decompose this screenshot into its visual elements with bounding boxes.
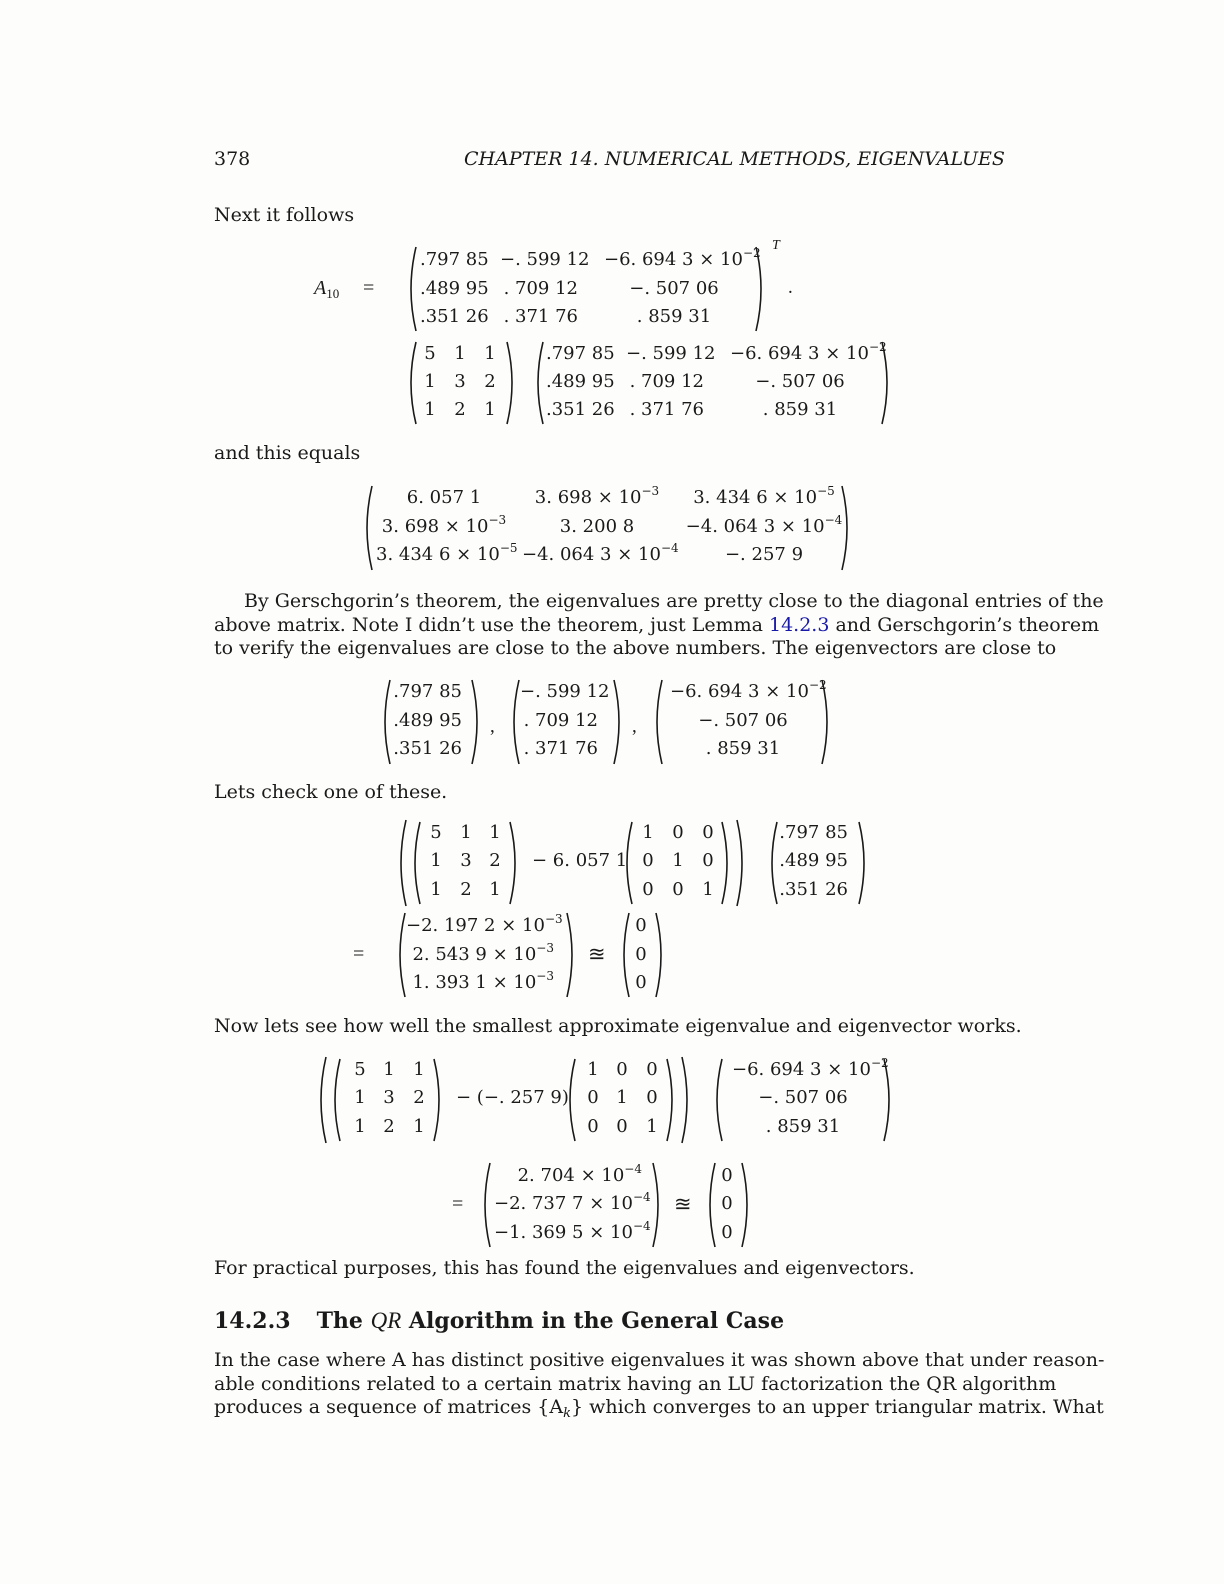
vector-entry: 0 (721, 1222, 733, 1243)
paren-right (432, 1057, 446, 1143)
equals-sign: = (353, 943, 365, 965)
vector-entry: 1. 393 $1 \times 10^{-3}$ (412, 969, 554, 993)
matrix-entry: 1 (489, 879, 501, 900)
page-number: 378 (214, 148, 251, 170)
matrix-entry: 1 (460, 822, 472, 843)
vector-entry: .489 95 (393, 710, 462, 731)
matrix-entry: .489 95 (546, 371, 615, 392)
paren-left (393, 911, 407, 999)
vector-entry: . 859 31 (705, 738, 781, 759)
vector-entry: .797 85 (779, 822, 848, 843)
paragraph-line: above matrix. Note I didn’t use the theorem, just Lemma 14.2.3 and Gerschgorin’s theorem (214, 614, 1100, 636)
matrix-entry: 3. $698 \times 10^{-3}$ (381, 513, 507, 537)
comma: , (632, 716, 637, 737)
paren-left (563, 1057, 577, 1143)
dot: . (788, 277, 793, 298)
matrix-entry: 3. 200 8 (559, 516, 635, 537)
vector-entry: . 859 31 (765, 1116, 841, 1137)
approx-sign: ≊ (674, 1192, 692, 1216)
matrix-entry: . 709 12 (629, 371, 704, 392)
matrix-entry: 1 (702, 879, 714, 900)
vector-entry: −. 599 12 (520, 681, 610, 702)
matrix-entry: −. 599 12 (626, 343, 716, 364)
vector-entry: . 371 76 (523, 738, 598, 759)
matrix-entry: 5 (430, 822, 442, 843)
matrix-entry: 1 (413, 1116, 425, 1137)
paren-left (408, 820, 422, 906)
paren-left (404, 245, 418, 333)
paren-left (478, 1161, 492, 1249)
matrix-entry: .489 95 (420, 278, 489, 299)
matrix-entry: 1 (383, 1059, 395, 1080)
matrix-entry: 3 (454, 371, 466, 392)
matrix-entry: . 709 12 (503, 278, 578, 299)
matrix-entry: 3. $698 \times 10^{-3}$ (534, 484, 660, 508)
paren-left (703, 1161, 717, 1249)
matrix-entry: 1 (424, 371, 436, 392)
matrix-entry: 1 (484, 343, 496, 364)
paren-left (617, 911, 631, 999)
matrix-entry: 1 (646, 1116, 658, 1137)
paren-left (531, 340, 545, 426)
paren-right (680, 1055, 694, 1145)
matrix-entry: 0 (702, 850, 714, 871)
matrix-entry: 1 (484, 399, 496, 420)
vector-entry: 0 (635, 915, 647, 936)
matrix-entry: 1 (489, 822, 501, 843)
matrix-entry: 0 (672, 879, 684, 900)
matrix-entry: 0 (672, 822, 684, 843)
vector-entry: .351 26 (779, 879, 848, 900)
matrix-entry: −. 507 06 (629, 278, 719, 299)
paren-right (505, 340, 519, 426)
text-now-lets: Now lets see how well the smallest approximate eigenvalue and eigenvector works. (214, 1015, 1022, 1037)
matrix-entry: −. 257 9 (724, 544, 804, 565)
text-and-this-equals: and this equals (214, 442, 361, 464)
paren-left (620, 820, 634, 906)
matrix-entry: 0 (702, 822, 714, 843)
matrix-entry: .351 26 (546, 399, 615, 420)
matrix-entry: −6. 694 $3 \times 10^{-2}$ (604, 246, 761, 270)
paren-right (820, 678, 834, 766)
matrix-entry: −. 599 12 (500, 249, 590, 270)
paren-right (654, 911, 668, 999)
section-heading: 14.2.3 The QR Algorithm in the General Case (214, 1308, 785, 1334)
running-title: CHAPTER 14. NUMERICAL METHODS, EIGENVALUES (464, 148, 1005, 170)
matrix-entry: −6. 694 $3 \times 10^{-2}$ (730, 340, 887, 364)
vector-entry: . 709 12 (523, 710, 598, 731)
paren-right (880, 340, 894, 426)
matrix-entry: 3 (460, 850, 472, 871)
matrix-entry: 0 (616, 1116, 628, 1137)
matrix-entry: 1 (587, 1059, 599, 1080)
paren-right (754, 245, 768, 333)
matrix-entry: 5 (424, 343, 436, 364)
text-next-it-follows: Next it follows (214, 204, 355, 226)
matrix-entry: 0 (646, 1087, 658, 1108)
vector-entry: −2. 737 $7 \times 10^{-4}$ (494, 1190, 651, 1214)
transpose-T: T (772, 238, 780, 253)
paren-right (720, 820, 734, 906)
matrix-entry: 0 (642, 879, 654, 900)
equals-sign: = (363, 277, 375, 299)
paren-right (651, 1161, 665, 1249)
scalar-term: − 6. 057 1 (532, 850, 628, 871)
paren-right (740, 1161, 754, 1249)
paragraph-line: By Gerschgorin’s theorem, the eigenvalues are pretty close to the diagonal entries of the (244, 590, 1104, 612)
matrix-entry: 1 (430, 879, 442, 900)
matrix-entry: 2 (489, 850, 501, 871)
matrix-entry: 2 (484, 371, 496, 392)
matrix-entry: 0 (616, 1059, 628, 1080)
equals-sign: = (452, 1193, 464, 1215)
paren-left (360, 484, 374, 572)
matrix-entry: 0 (642, 850, 654, 871)
matrix-entry: . 371 76 (503, 306, 578, 327)
vector-entry: .489 95 (779, 850, 848, 871)
matrix-entry: 1 (454, 343, 466, 364)
matrix-entry: 3 (383, 1087, 395, 1108)
paragraph-line: produces a sequence of matrices $\{A_k\}$ which converges to an upper triangular matrix. What (214, 1396, 1104, 1421)
paren-left (507, 678, 521, 766)
matrix-entry: −4. 064 $3 \times 10^{-4}$ (685, 513, 843, 537)
paragraph-line: able conditions related to a certain matrix having an LU factorization the QR algorithm (214, 1373, 1057, 1395)
matrix-entry: 1 (354, 1087, 366, 1108)
vector-entry: 0 (635, 944, 647, 965)
paragraph-line: to verify the eigenvalues are close to the above numbers. The eigenvectors are close to (214, 637, 1057, 659)
paren-left (314, 1055, 328, 1145)
matrix-entry: 6. 057 1 (406, 487, 482, 508)
vector-entry: −2. 197 $2 \times 10^{-3}$ (406, 912, 563, 936)
lemma-link[interactable]: 14.2.3 (768, 614, 830, 636)
matrix-entry: 2 (383, 1116, 395, 1137)
A10-label: $A_{10}$ (314, 277, 340, 301)
paren-left (765, 820, 779, 906)
matrix-entry: 1 (672, 850, 684, 871)
scalar-term: − (−. 257 9) (456, 1087, 569, 1108)
vector-entry: −. 507 06 (698, 710, 788, 731)
vector-entry: 2. $704 \times 10^{-4}$ (517, 1162, 642, 1186)
vector-entry: 0 (721, 1165, 733, 1186)
paren-right (857, 820, 871, 906)
vector-entry: 2. 543 $9 \times 10^{-3}$ (412, 941, 554, 965)
matrix-entry: 3. 434 $6 \times 10^{-5}$ (693, 484, 835, 508)
matrix-entry: 3. 434 $6 \times 10^{-5}$ (376, 541, 518, 565)
paren-left (404, 340, 418, 426)
matrix-entry: 2 (413, 1087, 425, 1108)
vector-entry: −6. 694 $3 \times 10^{-2}$ (732, 1056, 889, 1080)
matrix-entry: 0 (587, 1116, 599, 1137)
paren-right (665, 1057, 679, 1143)
matrix-entry: 0 (587, 1087, 599, 1108)
approx-sign: ≊ (588, 942, 606, 966)
text-practical: For practical purposes, this has found the eigenvalues and eigenvectors. (214, 1257, 915, 1279)
paren-right (735, 818, 749, 908)
vector-entry: .351 26 (393, 738, 462, 759)
section-number: 14.2.3 (214, 1308, 291, 1334)
vector-entry: 0 (721, 1193, 733, 1214)
paren-left (710, 1057, 724, 1143)
vector-entry: −6. 694 $3 \times 10^{-2}$ (670, 678, 827, 702)
matrix-entry: 1 (424, 399, 436, 420)
comma: , (490, 716, 495, 737)
matrix-entry: . 859 31 (636, 306, 712, 327)
paren-left (328, 1057, 342, 1143)
matrix-entry: 1 (616, 1087, 628, 1108)
paren-right (612, 678, 626, 766)
paren-right (565, 911, 579, 999)
text-lets-check: Lets check one of these. (214, 781, 448, 803)
paren-right (470, 678, 484, 766)
matrix-entry: 1 (642, 822, 654, 843)
vector-entry: 0 (635, 972, 647, 993)
matrix-entry: . 859 31 (762, 399, 838, 420)
matrix-entry: . 371 76 (629, 399, 704, 420)
paren-right (882, 1057, 896, 1143)
matrix-entry: −. 507 06 (755, 371, 845, 392)
matrix-entry: .351 26 (420, 306, 489, 327)
paren-left (394, 818, 408, 908)
matrix-entry: .797 85 (420, 249, 489, 270)
matrix-entry: .797 85 (546, 343, 615, 364)
vector-entry: −. 507 06 (758, 1087, 848, 1108)
matrix-entry: −4. 064 $3 \times 10^{-4}$ (522, 541, 679, 565)
matrix-entry: 2 (454, 399, 466, 420)
matrix-entry: 5 (354, 1059, 366, 1080)
vector-entry: −1. 369 $5 \times 10^{-4}$ (494, 1219, 651, 1243)
matrix-entry: 1 (413, 1059, 425, 1080)
paragraph-line: In the case where A has distinct positive eigenvalues it was shown above that under reason- (214, 1349, 1105, 1371)
matrix-entry: 0 (646, 1059, 658, 1080)
paren-left (650, 678, 664, 766)
matrix-entry: 2 (460, 879, 472, 900)
matrix-entry: 1 (354, 1116, 366, 1137)
paren-right (508, 820, 522, 906)
matrix-entry: 1 (430, 850, 442, 871)
vector-entry: .797 85 (393, 681, 462, 702)
paren-left (378, 678, 392, 766)
paren-right (840, 484, 854, 572)
